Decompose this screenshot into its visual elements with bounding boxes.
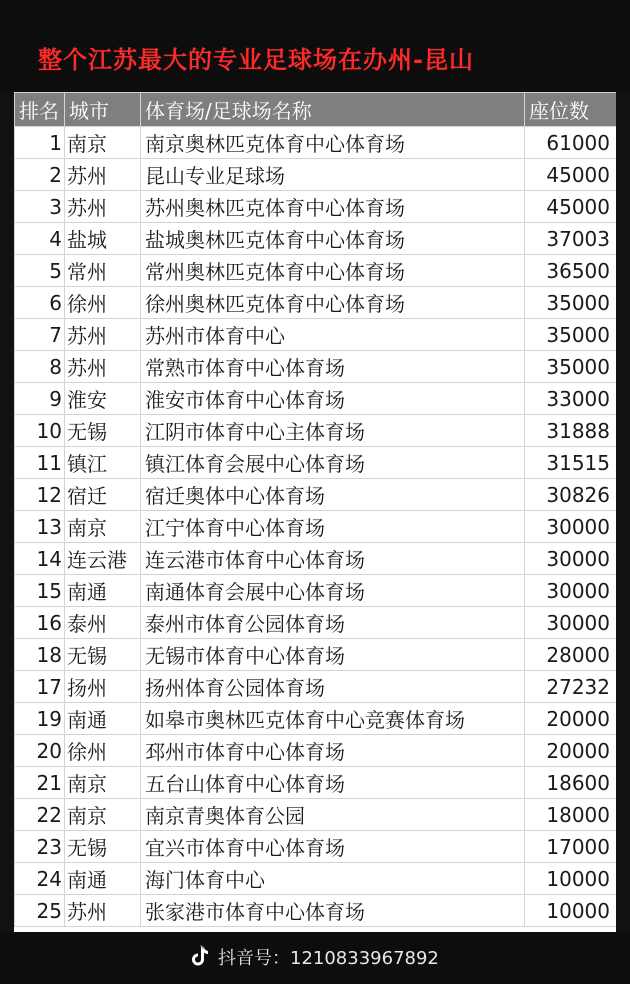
table-row	[15, 191, 617, 223]
rank-cell: 15	[15, 575, 65, 607]
rank-cell: 18	[15, 639, 65, 671]
city-cell: 南通	[65, 575, 141, 607]
city-cell: 苏州	[65, 159, 141, 191]
venue-cell: 江阴市体育中心主体育场	[141, 415, 525, 447]
rank-cell: 19	[15, 703, 65, 735]
seats-cell: 35000	[525, 319, 617, 351]
seats-cell: 27232	[525, 671, 617, 703]
city-cell: 连云港	[65, 543, 141, 575]
table-row	[15, 703, 617, 735]
city-cell: 盐城	[65, 223, 141, 255]
rank-cell: 8	[15, 351, 65, 383]
table-row	[15, 607, 617, 639]
city-cell: 无锡	[65, 831, 141, 863]
city-cell: 宿迁	[65, 479, 141, 511]
table-row	[15, 255, 617, 287]
douyin-logo-icon	[188, 944, 212, 968]
seats-cell: 28000	[525, 639, 617, 671]
footer	[0, 932, 630, 984]
seats-cell: 35000	[525, 287, 617, 319]
header-rank: 排名	[15, 93, 65, 127]
venue-cell: 如皋市奥林匹克体育中心竞赛体育场	[141, 703, 525, 735]
venue-cell: 海门体育中心	[141, 863, 525, 895]
city-cell: 泰州	[65, 607, 141, 639]
table-row	[15, 159, 617, 191]
table-row	[15, 543, 617, 575]
rank-cell: 16	[15, 607, 65, 639]
city-cell: 南京	[65, 799, 141, 831]
venue-cell: 南京青奥体育公园	[141, 799, 525, 831]
table-row	[15, 639, 617, 671]
rank-cell: 14	[15, 543, 65, 575]
seats-cell: 45000	[525, 191, 617, 223]
rank-cell: 22	[15, 799, 65, 831]
city-cell: 南通	[65, 863, 141, 895]
header-city: 城市	[65, 93, 141, 127]
city-cell: 苏州	[65, 351, 141, 383]
table-row	[15, 287, 617, 319]
seats-cell: 10000	[525, 863, 617, 895]
seats-cell: 35000	[525, 351, 617, 383]
venue-cell: 无锡市体育中心体育场	[141, 639, 525, 671]
venue-cell: 连云港市体育中心体育场	[141, 543, 525, 575]
venue-cell: 五台山体育中心体育场	[141, 767, 525, 799]
venue-cell: 常州奥林匹克体育中心体育场	[141, 255, 525, 287]
table-row	[15, 735, 617, 767]
city-cell: 无锡	[65, 639, 141, 671]
rank-cell: 4	[15, 223, 65, 255]
city-cell: 南京	[65, 767, 141, 799]
rank-cell: 7	[15, 319, 65, 351]
seats-cell: 31888	[525, 415, 617, 447]
table-row	[15, 223, 617, 255]
table-row	[15, 319, 617, 351]
venue-cell: 张家港市体育中心体育场	[141, 895, 525, 927]
rank-cell: 5	[15, 255, 65, 287]
city-cell: 徐州	[65, 735, 141, 767]
venue-cell: 宜兴市体育中心体育场	[141, 831, 525, 863]
rank-cell: 6	[15, 287, 65, 319]
table-row	[15, 831, 617, 863]
table-row	[15, 671, 617, 703]
seats-cell: 20000	[525, 703, 617, 735]
venue-cell: 苏州奥林匹克体育中心体育场	[141, 191, 525, 223]
seats-cell: 30826	[525, 479, 617, 511]
rank-cell: 12	[15, 479, 65, 511]
venue-cell: 苏州市体育中心	[141, 319, 525, 351]
rank-cell: 3	[15, 191, 65, 223]
header-venue: 体育场/足球场名称	[141, 93, 525, 127]
table-row	[15, 895, 617, 927]
rank-cell: 11	[15, 447, 65, 479]
city-cell: 常州	[65, 255, 141, 287]
table-row	[15, 447, 617, 479]
city-cell: 苏州	[65, 191, 141, 223]
stadium-table	[14, 92, 616, 927]
table-body	[15, 127, 617, 927]
seats-cell: 30000	[525, 543, 617, 575]
venue-cell: 邳州市体育中心体育场	[141, 735, 525, 767]
table-row	[15, 479, 617, 511]
city-cell: 扬州	[65, 671, 141, 703]
city-cell: 南通	[65, 703, 141, 735]
seats-cell: 30000	[525, 575, 617, 607]
rank-cell: 21	[15, 767, 65, 799]
venue-cell: 常熟市体育中心体育场	[141, 351, 525, 383]
seats-cell: 31515	[525, 447, 617, 479]
rank-cell: 17	[15, 671, 65, 703]
city-cell: 淮安	[65, 383, 141, 415]
rank-cell: 1	[15, 127, 65, 159]
footer-account-id: 抖音号：1210833967892	[218, 948, 439, 969]
venue-cell: 盐城奥林匹克体育中心体育场	[141, 223, 525, 255]
table-row	[15, 767, 617, 799]
seats-cell: 45000	[525, 159, 617, 191]
rank-cell: 25	[15, 895, 65, 927]
seats-cell: 30000	[525, 607, 617, 639]
table-header-row	[15, 93, 617, 127]
rank-cell: 23	[15, 831, 65, 863]
seats-cell: 20000	[525, 735, 617, 767]
venue-cell: 南通体育会展中心体育场	[141, 575, 525, 607]
title-bar	[0, 0, 630, 92]
seats-cell: 17000	[525, 831, 617, 863]
city-cell: 南京	[65, 127, 141, 159]
rank-cell: 2	[15, 159, 65, 191]
seats-cell: 10000	[525, 895, 617, 927]
table-row	[15, 383, 617, 415]
table-row	[15, 351, 617, 383]
page-title: 整个江苏最大的专业足球场在办州-昆山	[38, 46, 474, 74]
stadium-table-container	[14, 92, 616, 932]
city-cell: 南京	[65, 511, 141, 543]
venue-cell: 江宁体育中心体育场	[141, 511, 525, 543]
table-row	[15, 863, 617, 895]
seats-cell: 36500	[525, 255, 617, 287]
rank-cell: 9	[15, 383, 65, 415]
table-row	[15, 511, 617, 543]
seats-cell: 37003	[525, 223, 617, 255]
table-row	[15, 127, 617, 159]
rank-cell: 24	[15, 863, 65, 895]
city-cell: 镇江	[65, 447, 141, 479]
venue-cell: 徐州奥林匹克体育中心体育场	[141, 287, 525, 319]
city-cell: 苏州	[65, 319, 141, 351]
venue-cell: 镇江体育会展中心体育场	[141, 447, 525, 479]
header-seats: 座位数	[525, 93, 617, 127]
venue-cell: 宿迁奥体中心体育场	[141, 479, 525, 511]
venue-cell: 淮安市体育中心体育场	[141, 383, 525, 415]
venue-cell: 泰州市体育公园体育场	[141, 607, 525, 639]
rank-cell: 13	[15, 511, 65, 543]
city-cell: 无锡	[65, 415, 141, 447]
city-cell: 徐州	[65, 287, 141, 319]
rank-cell: 20	[15, 735, 65, 767]
table-row	[15, 799, 617, 831]
seats-cell: 18600	[525, 767, 617, 799]
seats-cell: 18000	[525, 799, 617, 831]
city-cell: 苏州	[65, 895, 141, 927]
rank-cell: 10	[15, 415, 65, 447]
venue-cell: 昆山专业足球场	[141, 159, 525, 191]
seats-cell: 30000	[525, 511, 617, 543]
table-row	[15, 575, 617, 607]
venue-cell: 南京奥林匹克体育中心体育场	[141, 127, 525, 159]
table-row	[15, 415, 617, 447]
venue-cell: 扬州体育公园体育场	[141, 671, 525, 703]
seats-cell: 61000	[525, 127, 617, 159]
seats-cell: 33000	[525, 383, 617, 415]
